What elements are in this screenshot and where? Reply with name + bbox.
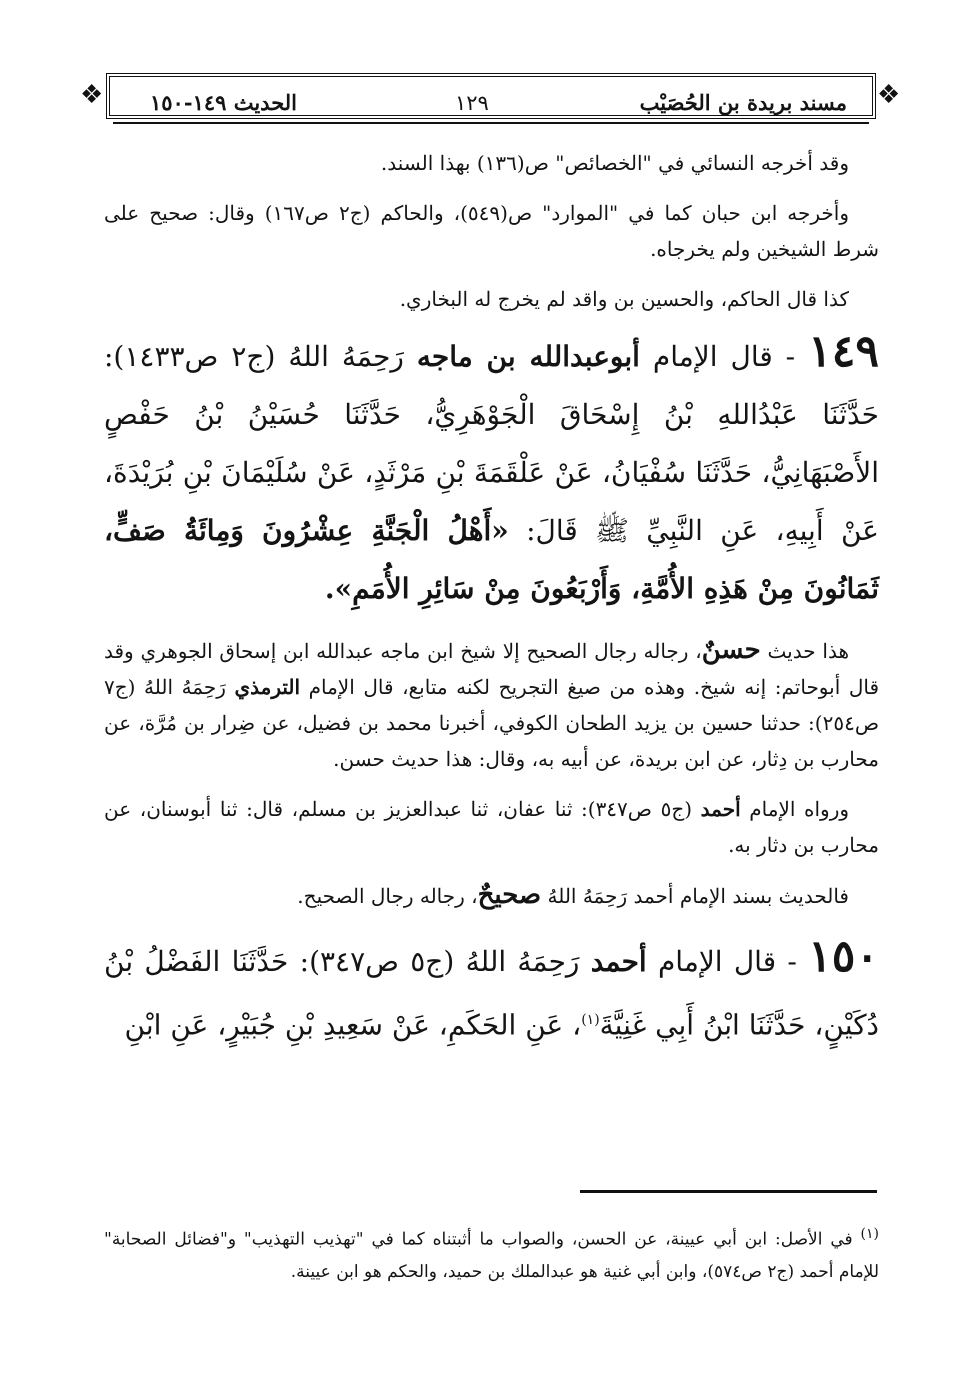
paragraph-nasai: وقد أخرجه النسائي في "الخصائص" ص(١٣٦) بهذا السند. xyxy=(380,151,849,175)
source-reference: (ج٢ ص١٤٣٣): xyxy=(104,340,276,373)
page-number: ١٢٩ xyxy=(455,91,489,115)
honorific: رَحِمَهُ اللهُ xyxy=(465,945,580,978)
text-run: ، رجاله رجال الصحيح إلا شيخ ابن ماجه عبدالله ابن إسحاق الجوهري وقد قال أبوحاتم: إنه شيخ. وهذه من صيغ التجريح لكنه متابع، قال الإمام xyxy=(104,639,880,699)
hadith-150 xyxy=(104,928,879,1054)
footnote-marker: (١) xyxy=(860,1226,879,1242)
grade-sahih: صحيحٌ xyxy=(477,880,542,910)
footnote-body: في الأصل: ابن أبي عيينة، عن الحسن، والصواب ما أثبتناه كما في "تهذيب التهذيب" و"فضائل الصحابة" للإمام أحمد (ج٢ ص٥٧٤)، وابن أبي غنية هو عبدالملك بن حميد، والحكم هو ابن عيينة. xyxy=(104,1229,879,1282)
text-run: ، رجاله رجال الصحيح. xyxy=(297,884,478,908)
isnad: حَدَّثَنَا عَبْدُاللهِ بْنُ إِسْحَاقَ الْجَوْهَرِيُّ، حَدَّثَنَا حُسَيْنُ بْنُ حَفْصٍ الأَصْبَهَانِيُّ، حَدَّثَنَا سُفْيَانُ، عَنْ عَلْقَمَةَ بْنِ مَرْثَدٍ، عَنْ سُلَيْمَانَ بْنِ بُرَيْدَةَ، عَنْ أَبِيهِ، عَنِ النَّبِيِّ ﷺ قَالَ: xyxy=(104,398,879,547)
text-run: فالحديث بسند الإمام أحمد رَحِمَهُ اللهُ xyxy=(547,884,849,908)
source-reference: (ج٥ ص٣٤٧): xyxy=(299,945,455,978)
matn: «أَهْلُ الْجَنَّةِ عِشْرُونَ وَمِائَةُ صَفٍّ، ثَمَانُونَ مِنْ هَذِهِ الأُمَّةِ، وَأَرْبَعُونَ مِنْ سَائِرِ الأُمَمِ». xyxy=(104,514,879,605)
commentary-ahmad xyxy=(104,791,879,863)
hadith-149 xyxy=(104,323,879,618)
hadith-range: الحديث ١٤٩-١٥٠ xyxy=(150,90,297,115)
text-run: هذا حديث xyxy=(767,639,849,663)
imam-name: أبوعبدالله بن ماجه xyxy=(416,340,640,373)
footnote-divider xyxy=(580,1190,877,1193)
honorific: رَحِمَهُ اللهُ xyxy=(288,340,404,373)
hadith-intro: - قال الإمام xyxy=(657,945,797,978)
header-ornament-right-icon: ❖ xyxy=(877,80,901,110)
commentary-grading xyxy=(104,632,879,777)
header-ornament-left-icon: ❖ xyxy=(80,80,104,110)
commentary-verdict xyxy=(104,877,879,914)
running-title: مسند بريدة بن الحُصَيْب xyxy=(639,90,847,115)
imam-name: الترمذي xyxy=(234,675,301,699)
grade-hasan: حسنٌ xyxy=(701,635,761,665)
isnad: حَدَّثَنَا الفَضْلُ بْنُ دُكَيْنٍ، حَدَّثَنَا ابْنُ أَبِي غَنِيَّةَ xyxy=(104,945,879,1042)
text-run: رَحِمَهُ اللهُ (ج٧ ص٢٥٤): حدثنا حسين بن يزيد الطحان الكوفي، أخبرنا محمد بن فضيل، عن ضِرار بن مُرَّة، عن محارب بن دِثار، عن ابن بريدة، عن أبيه به، وقال: هذا حديث حسن. xyxy=(104,675,879,771)
text-run: (ج٥ ص٣٤٧): ثنا عفان، ثنا عبدالعزيز بن مسلم، قال: ثنا أبوسنان، عن محارب بن دثار به. xyxy=(104,797,879,857)
paragraph-ibn-hibban: وأخرجه ابن حبان كما في "الموارد" ص(٥٤٩)، والحاكم (ج٢ ص١٦٧) وقال: صحيح على شرط الشيخين ولم يخرجاه. xyxy=(104,201,879,261)
footnote xyxy=(104,1218,879,1288)
hadith-intro: - قال الإمام xyxy=(652,340,796,373)
paragraph-hakim-note: كذا قال الحاكم، والحسين بن واقد لم يخرج له البخاري. xyxy=(399,287,849,311)
footnote-mark[interactable]: (١) xyxy=(581,1012,600,1028)
imam-name: أحمد xyxy=(700,797,741,821)
isnad-continued: ، عَنِ الحَكَمِ، عَنْ سَعِيدِ بْنِ جُبَيْرٍ، عَنِ ابْنِ xyxy=(124,1008,582,1042)
footnote-text xyxy=(104,1218,879,1288)
text-run: ورواه الإمام xyxy=(749,797,850,821)
hadith-number: ١٤٩ xyxy=(808,326,880,377)
hadith-number: ١٥٠ xyxy=(808,931,879,982)
imam-name: أحمد xyxy=(590,945,647,978)
main-text xyxy=(104,145,879,1054)
